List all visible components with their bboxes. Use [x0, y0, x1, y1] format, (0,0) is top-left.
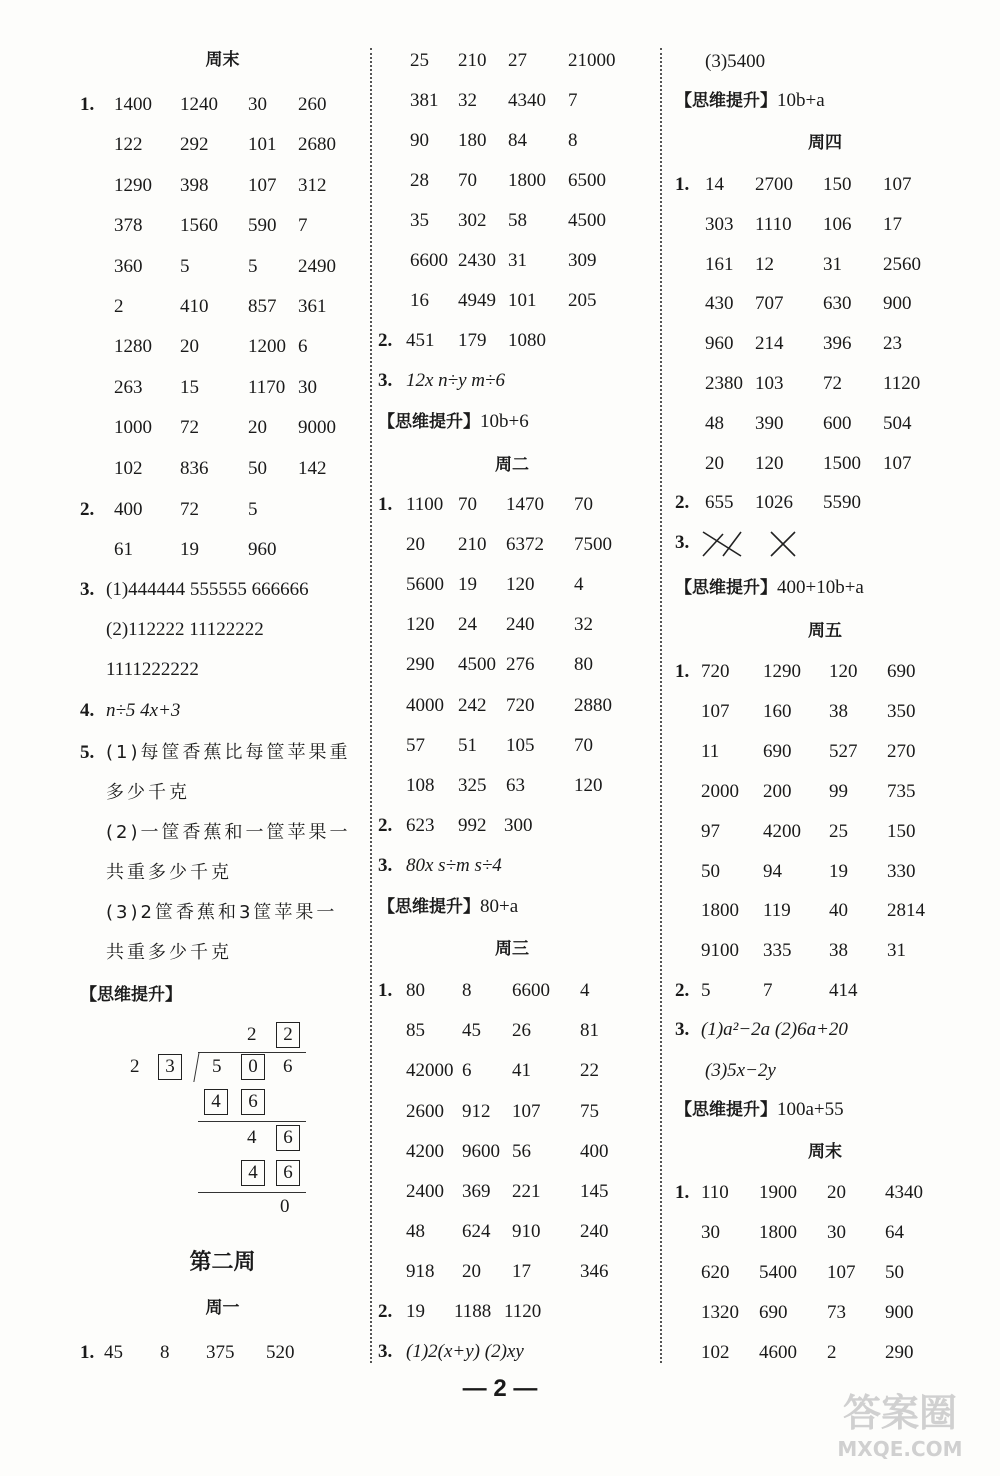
answer-value: 24	[458, 614, 477, 636]
answer-value: 101	[248, 134, 277, 156]
answer-value: 142	[298, 457, 327, 479]
answer-value: 1240	[180, 94, 218, 115]
answer-value: 73	[827, 1302, 846, 1323]
answer-value: 99	[829, 780, 848, 802]
section-heading-weekend-2: 周末	[808, 1142, 842, 1162]
answer-value: 1120	[883, 373, 921, 394]
answer-value: 6	[462, 1060, 472, 1082]
answer-value: 19	[406, 1301, 425, 1322]
answer-value: 620	[701, 1262, 730, 1283]
answer-value: 1800	[508, 170, 546, 191]
answer-value: 31	[823, 253, 842, 275]
answer-value: 28	[410, 170, 429, 191]
answer-value: 45	[462, 1020, 481, 1042]
answer-value: 70	[458, 170, 477, 191]
answer-value: 4600	[759, 1342, 797, 1363]
answer-value: 1290	[763, 661, 801, 682]
answer-value: 161	[705, 253, 734, 275]
answer-value: 240	[506, 614, 535, 636]
answer-value: 330	[887, 860, 916, 882]
answer-value: 6600	[512, 980, 550, 1001]
long-division: 2 2 2 3 5 0 6 4 6 4 6 4 6 0	[80, 1020, 365, 1210]
answer-value: 210	[458, 534, 487, 556]
answer-value: 960	[705, 333, 734, 355]
answer-value: 346	[580, 1261, 609, 1283]
answer-value: 1800	[701, 900, 739, 922]
answer-value: 14	[705, 174, 724, 195]
answer-value: 1290	[114, 174, 152, 196]
answer-value: 5400	[759, 1262, 797, 1283]
answer-value: 4	[580, 980, 590, 1001]
answer-value: 1000	[114, 417, 152, 439]
answer-value: 102	[701, 1342, 730, 1363]
answer-value: 600	[823, 412, 852, 434]
answer-value: 4340	[508, 90, 546, 111]
question-number: 1.	[675, 174, 690, 195]
answer-value: 57	[406, 734, 425, 756]
answer-value: 41	[512, 1060, 531, 1082]
answer-value: 2680	[298, 134, 336, 156]
watermark-url: MXQE.COM	[837, 1437, 963, 1461]
answer-value: 8	[462, 980, 472, 1001]
answer-value: 120	[755, 452, 784, 474]
answer-value: 6372	[506, 534, 544, 556]
answer-value: 50	[248, 457, 267, 479]
answer-value: 70	[574, 494, 593, 515]
answer-value: 6	[298, 336, 308, 358]
answer-value: 400	[580, 1140, 609, 1162]
answer-value: 4200	[406, 1140, 444, 1162]
answer-value: 720	[701, 661, 730, 682]
think-wed: 【思维提升】10b+a	[675, 90, 825, 111]
answer-value: 350	[887, 700, 916, 722]
answer-value: 9100	[701, 940, 739, 962]
answer-value: 150	[823, 174, 852, 195]
answer-value: 16	[410, 290, 429, 311]
watermark-logo	[820, 1386, 980, 1466]
answer-value: 1500	[823, 452, 861, 474]
answer-value: 160	[763, 700, 792, 722]
answer-value: 630	[823, 293, 852, 315]
answer-value: 4200	[763, 820, 801, 842]
answer-value: 735	[887, 780, 916, 802]
answer-value: 912	[462, 1100, 491, 1122]
answer-value: 221	[512, 1181, 541, 1202]
answer-value: 707	[755, 293, 784, 315]
question-number: 1.	[378, 980, 393, 1001]
question-number: 2.	[378, 815, 393, 836]
answer-value: 20	[462, 1261, 481, 1283]
question-number: 1.	[80, 94, 95, 115]
answer-value: 20	[406, 534, 425, 556]
answer-value: 64	[885, 1222, 904, 1243]
answer-value: 900	[885, 1302, 914, 1323]
answer-value: 107	[827, 1262, 856, 1283]
answer-value: 84	[508, 130, 527, 151]
answer-value: 240	[580, 1221, 609, 1243]
answer-value: 107	[248, 174, 277, 196]
answer-value: 80	[406, 980, 425, 1001]
answer-value: 960	[248, 539, 277, 560]
answer-value: 381	[410, 90, 439, 111]
answer-value: 1320	[701, 1302, 739, 1323]
answer-value: 61	[114, 539, 133, 560]
answer-value: 20	[827, 1182, 846, 1203]
answer-value: 4	[574, 574, 584, 596]
answer-value: 5590	[823, 492, 861, 513]
answer-value: 1026	[755, 492, 793, 513]
answer-value: 5	[248, 499, 258, 520]
answer-value: 42000	[406, 1060, 454, 1082]
answer-value: 1188	[454, 1301, 492, 1322]
answer-value: 120	[829, 661, 858, 682]
answer-value: 263	[114, 376, 143, 398]
answer-value: 292	[180, 134, 209, 156]
answer-value: 180	[458, 130, 487, 151]
answer-value: 2490	[298, 255, 336, 277]
answer-value: 32	[574, 614, 593, 636]
answer-value: 48	[406, 1221, 425, 1243]
column-divider-2	[660, 48, 662, 1363]
think-fri: 【思维提升】100a+55	[675, 1099, 844, 1120]
answer-value: 9600	[462, 1140, 500, 1162]
answer-value: 400	[114, 499, 143, 520]
answer-value: 7	[298, 215, 308, 237]
answer-value: 179	[458, 330, 487, 351]
answer-value: 5	[701, 980, 711, 1001]
answer-value: 918	[406, 1261, 435, 1283]
answer-value: 2814	[887, 900, 925, 922]
answer-value: 4500	[458, 654, 496, 676]
division-line-1	[198, 1121, 306, 1122]
answer-value: 451	[406, 330, 435, 351]
answer-value: 2880	[574, 694, 612, 716]
answer-value: 260	[298, 94, 327, 115]
answer-value: 25	[410, 50, 429, 71]
answer-value: 302	[458, 210, 487, 231]
answer-value: 1470	[506, 494, 544, 515]
answer-value: 992	[458, 815, 487, 836]
answer-value: 40	[829, 900, 848, 922]
answer-value: 430	[705, 293, 734, 315]
answer-value: 690	[763, 740, 792, 762]
section-heading-weekend: 周末	[205, 50, 240, 70]
answer-value: 205	[568, 290, 597, 311]
answer-value: 15	[180, 376, 199, 398]
answer-value: 2380	[705, 373, 743, 394]
answer-value: 81	[580, 1020, 599, 1042]
answer-value: 107	[883, 452, 912, 474]
answer-value: 527	[829, 740, 858, 762]
answer-value: 1110	[755, 213, 792, 235]
answer-value: 290	[406, 654, 435, 676]
answer-value: 276	[506, 654, 535, 676]
section-heading-friday: 周五	[808, 621, 842, 641]
answer-value: 11	[701, 740, 720, 762]
answer-value: 325	[458, 774, 487, 796]
answer-value: 309	[568, 250, 597, 271]
answer-value: 30	[827, 1222, 846, 1243]
answer-value: 75	[580, 1100, 599, 1122]
answer-value: 119	[763, 900, 791, 922]
answer-value: 1280	[114, 336, 152, 358]
answer-value: 38	[829, 700, 848, 722]
answer-value: 8	[568, 130, 578, 151]
section-heading-wednesday: 周三	[495, 939, 529, 959]
answer-value: 19	[458, 574, 477, 596]
watermark-text: 答案圈	[842, 1391, 958, 1435]
answer-value: 2600	[406, 1100, 444, 1122]
answer-value: 20	[248, 417, 267, 439]
answer-value: 80	[574, 654, 593, 676]
answer-value: 72	[180, 417, 199, 439]
answer-value: 2	[114, 296, 124, 317]
answer-value: 857	[248, 296, 277, 317]
answer-value: 19	[180, 539, 199, 560]
think-thu: 【思维提升】400+10b+a	[675, 577, 864, 598]
answer-value: 120	[406, 614, 435, 636]
answer-value: 720	[506, 694, 535, 716]
answer-value: 107	[883, 174, 912, 195]
page-number: — 2 —	[462, 1375, 538, 1402]
answer-value: 145	[580, 1181, 609, 1202]
answer-value: 51	[458, 734, 477, 756]
answer-value: 1200	[248, 336, 286, 358]
answer-value: 107	[701, 700, 730, 722]
answer-value: 45	[104, 1342, 123, 1363]
answer-value: 836	[180, 457, 209, 479]
division-bar	[198, 1052, 306, 1053]
answer-value: 1120	[504, 1301, 542, 1322]
answer-value: 312	[298, 174, 327, 196]
answer-value: 335	[763, 940, 792, 962]
answer-value: 72	[823, 373, 842, 394]
think-tue: 【思维提升】80+a	[378, 896, 519, 917]
matching-lines-icon	[701, 530, 801, 558]
answer-value: 103	[755, 373, 784, 394]
answer-value: 8	[160, 1342, 170, 1363]
answer-value: 90	[410, 130, 429, 151]
answer-value: 214	[755, 333, 784, 355]
answer-value: 210	[458, 50, 487, 71]
answer-value: 9000	[298, 417, 336, 439]
answer-value: 414	[829, 980, 858, 1001]
answer-value: 1080	[508, 330, 546, 351]
answer-value: 200	[763, 780, 792, 802]
answer-value: 590	[248, 215, 277, 237]
answer-value: 70	[458, 494, 477, 515]
question-number: 2.	[675, 980, 690, 1001]
answer-value: 375	[206, 1342, 235, 1363]
answer-value: 900	[883, 293, 912, 315]
division-bracket	[193, 1052, 211, 1082]
answer-value: 2000	[701, 780, 739, 802]
think-mon: 【思维提升】10b+6	[378, 411, 529, 432]
answer-value: 520	[266, 1342, 295, 1363]
question-number: 1.	[675, 1182, 690, 1203]
answer-value: 624	[462, 1221, 491, 1243]
division-line-2	[198, 1192, 306, 1193]
question-number: 1.	[378, 494, 393, 515]
answer-value: 360	[114, 255, 143, 277]
answer-value: 910	[512, 1221, 541, 1243]
answer-value: 2	[827, 1342, 837, 1363]
answer-value: 85	[406, 1020, 425, 1042]
answer-value: 6600	[410, 250, 448, 271]
answer-value: 1560	[180, 215, 218, 237]
answer-value: 270	[887, 740, 916, 762]
think-label: 【思维提升】	[80, 985, 182, 1005]
answer-value: 1400	[114, 94, 152, 115]
answer-value: 504	[883, 412, 912, 434]
answer-value: 17	[512, 1261, 531, 1283]
answer-value: 303	[705, 213, 734, 235]
answer-value: 23	[883, 333, 902, 355]
answer-value: 20	[180, 336, 199, 358]
answer-value: 4949	[458, 290, 496, 311]
answer-value: 4500	[568, 210, 606, 231]
answer-value: 6500	[568, 170, 606, 191]
answer-value: 5600	[406, 574, 444, 596]
answer-value: 12	[755, 253, 774, 275]
answer-value: 369	[462, 1181, 491, 1202]
answer-value: 378	[114, 215, 143, 237]
answer-value: 108	[406, 774, 435, 796]
answer-value: 1170	[248, 376, 286, 398]
column-divider-1	[370, 48, 372, 1363]
answer-value: 398	[180, 174, 209, 196]
question-number: 2.	[80, 499, 95, 520]
answer-value: 27	[508, 50, 527, 71]
answer-value: 410	[180, 296, 209, 317]
answer-value: 7500	[574, 534, 612, 556]
answer-value: 31	[887, 940, 906, 962]
answer-value: 150	[887, 820, 916, 842]
answer-value: 17	[883, 213, 902, 235]
answer-value: 21000	[568, 50, 616, 71]
answer-value: 35	[410, 210, 429, 231]
answer-value: 56	[512, 1140, 531, 1162]
answer-value: 2400	[406, 1181, 444, 1202]
question-number: 1.	[675, 661, 690, 682]
answer-value: 120	[506, 574, 535, 596]
question-number: 2.	[675, 492, 690, 513]
answer-value: 5	[180, 255, 190, 277]
answer-value: 4340	[885, 1182, 923, 1203]
answer-value: 655	[705, 492, 734, 513]
answer-value: 1800	[759, 1222, 797, 1243]
answer-value: 623	[406, 815, 435, 836]
answer-value: 690	[759, 1302, 788, 1323]
answer-value: 20	[705, 452, 724, 474]
answer-value: 396	[823, 333, 852, 355]
answer-value: 1900	[759, 1182, 797, 1203]
answer-value: 72	[180, 499, 199, 520]
answer-value: 97	[701, 820, 720, 842]
answer-value: 107	[512, 1100, 541, 1122]
answer-value: 22	[580, 1060, 599, 1082]
answer-value: 30	[248, 94, 267, 115]
answer-value: 50	[885, 1262, 904, 1283]
answer-value: 102	[114, 457, 143, 479]
answer-value: 122	[114, 134, 143, 156]
answer-value: 32	[458, 90, 477, 111]
answer-value: 48	[705, 412, 724, 434]
section-heading-tuesday: 周二	[495, 455, 529, 475]
answer-value: 63	[506, 774, 525, 796]
answer-value: 30	[298, 376, 317, 398]
answer-value: 101	[508, 290, 537, 311]
answer-value: 4000	[406, 694, 444, 716]
answer-value: 38	[829, 940, 848, 962]
answer-value: 5	[248, 255, 258, 277]
answer-value: 106	[823, 213, 852, 235]
section-heading-thursday: 周四	[808, 133, 842, 153]
answer-value: 31	[508, 250, 527, 271]
answer-value: 25	[829, 820, 848, 842]
answer-value: 19	[829, 860, 848, 882]
answer-value: 70	[574, 734, 593, 756]
answer-value: 94	[763, 860, 782, 882]
answer-value: 110	[701, 1182, 729, 1203]
answer-value: 361	[298, 296, 327, 317]
question-number: 1.	[80, 1342, 95, 1363]
answer-value: 2430	[458, 250, 496, 271]
answer-value: 7	[763, 980, 773, 1001]
answer-value: 690	[887, 661, 916, 682]
question-number: 2.	[378, 1301, 393, 1322]
answer-value: 1100	[406, 494, 444, 515]
answer-value: 7	[568, 90, 578, 111]
answer-value: 300	[504, 815, 533, 836]
answer-value: 30	[701, 1222, 720, 1243]
answer-value: 2560	[883, 253, 921, 275]
answer-value: 120	[574, 774, 603, 796]
answer-value: 290	[885, 1342, 914, 1363]
section-heading-monday: 周一	[205, 1298, 240, 1318]
answer-value: 50	[701, 860, 720, 882]
answer-value: 26	[512, 1020, 531, 1042]
answer-value: 58	[508, 210, 527, 231]
question-number: 2.	[378, 330, 393, 351]
answer-value: 2700	[755, 174, 793, 195]
week2-title: 第二周	[189, 1249, 256, 1274]
answer-value: 242	[458, 694, 487, 716]
answer-value: 105	[506, 734, 535, 756]
answer-value: 390	[755, 412, 784, 434]
